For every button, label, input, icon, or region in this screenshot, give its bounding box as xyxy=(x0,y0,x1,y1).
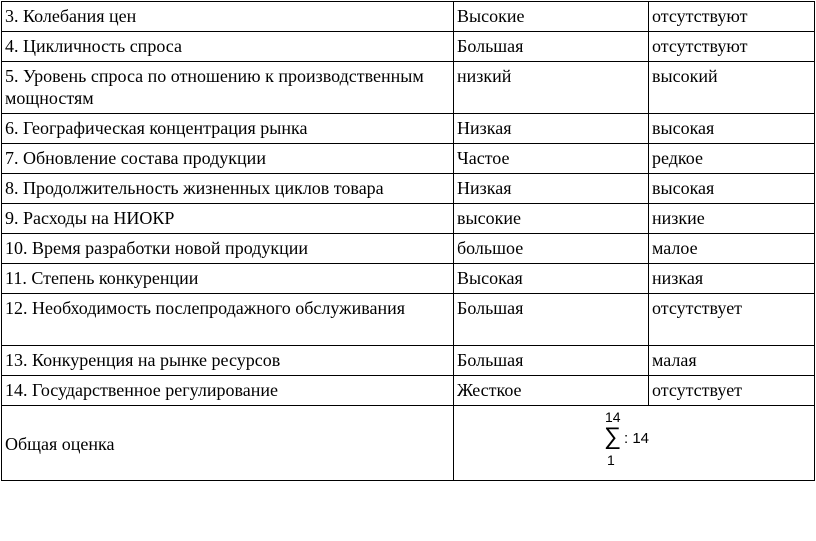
criterion-cell: 7. Обновление состава продукции xyxy=(2,144,454,174)
value-b-cell: малая xyxy=(649,346,815,376)
value-b-cell: отсутствуют xyxy=(649,2,815,32)
sum-formula xyxy=(604,409,664,473)
value-b-cell: низкая xyxy=(649,264,815,294)
total-row xyxy=(2,406,815,481)
value-a-cell: Большая xyxy=(454,294,649,346)
value-b-cell: высокий xyxy=(649,62,815,114)
table-row xyxy=(2,114,815,144)
value-a-cell: Высокие xyxy=(454,2,649,32)
criterion-cell: 4. Цикличность спроса xyxy=(2,32,454,62)
value-a-cell: низкий xyxy=(454,62,649,114)
value-a-cell: Жесткое xyxy=(454,376,649,406)
criterion-cell: 14. Государственное регулирование xyxy=(2,376,454,406)
value-b-cell: высокая xyxy=(649,174,815,204)
table-row xyxy=(2,294,815,346)
criterion-cell: 9. Расходы на НИОКР xyxy=(2,204,454,234)
criterion-cell: 11. Степень конкуренции xyxy=(2,264,454,294)
value-a-cell: Большая xyxy=(454,346,649,376)
value-a-cell: высокие xyxy=(454,204,649,234)
value-a-cell: Низкая xyxy=(454,114,649,144)
value-a-cell: Большая xyxy=(454,32,649,62)
table-row xyxy=(2,144,815,174)
value-b-cell: низкие xyxy=(649,204,815,234)
table-row xyxy=(2,174,815,204)
sum-lower-limit: 1 xyxy=(607,452,615,468)
table-row xyxy=(2,204,815,234)
table-row xyxy=(2,2,815,32)
table-row xyxy=(2,62,815,114)
value-b-cell: высокая xyxy=(649,114,815,144)
value-b-cell: малое xyxy=(649,234,815,264)
criterion-cell: 3. Колебания цен xyxy=(2,2,454,32)
value-a-cell: Высокая xyxy=(454,264,649,294)
criterion-cell: 13. Конкуренция на рынке ресурсов xyxy=(2,346,454,376)
sum-result: : 14 xyxy=(624,430,650,447)
total-label-cell: Общая оценка xyxy=(2,406,454,481)
table-row xyxy=(2,346,815,376)
value-a-cell: Низкая xyxy=(454,174,649,204)
table-row xyxy=(2,376,815,406)
sigma-symbol: ∑ xyxy=(604,423,622,450)
sum-upper-limit: 14 xyxy=(605,409,621,425)
value-a-cell: большое xyxy=(454,234,649,264)
total-formula-cell xyxy=(454,406,815,481)
criterion-cell: 6. Географическая концентрация рынка xyxy=(2,114,454,144)
value-a-cell: Частое xyxy=(454,144,649,174)
table-row xyxy=(2,234,815,264)
criterion-cell: 5. Уровень спроса по отношению к производственным мощностям xyxy=(2,62,454,114)
table-row xyxy=(2,32,815,62)
criterion-cell: 8. Продолжительность жизненных циклов товара xyxy=(2,174,454,204)
value-b-cell: редкое xyxy=(649,144,815,174)
table-row xyxy=(2,264,815,294)
criterion-cell: 10. Время разработки новой продукции xyxy=(2,234,454,264)
criterion-cell: 12. Необходимость послепродажного обслуживания xyxy=(2,294,454,346)
value-b-cell: отсутствует xyxy=(649,376,815,406)
value-b-cell: отсутствует xyxy=(649,294,815,346)
assessment-table xyxy=(1,1,815,481)
value-b-cell: отсутствуют xyxy=(649,32,815,62)
